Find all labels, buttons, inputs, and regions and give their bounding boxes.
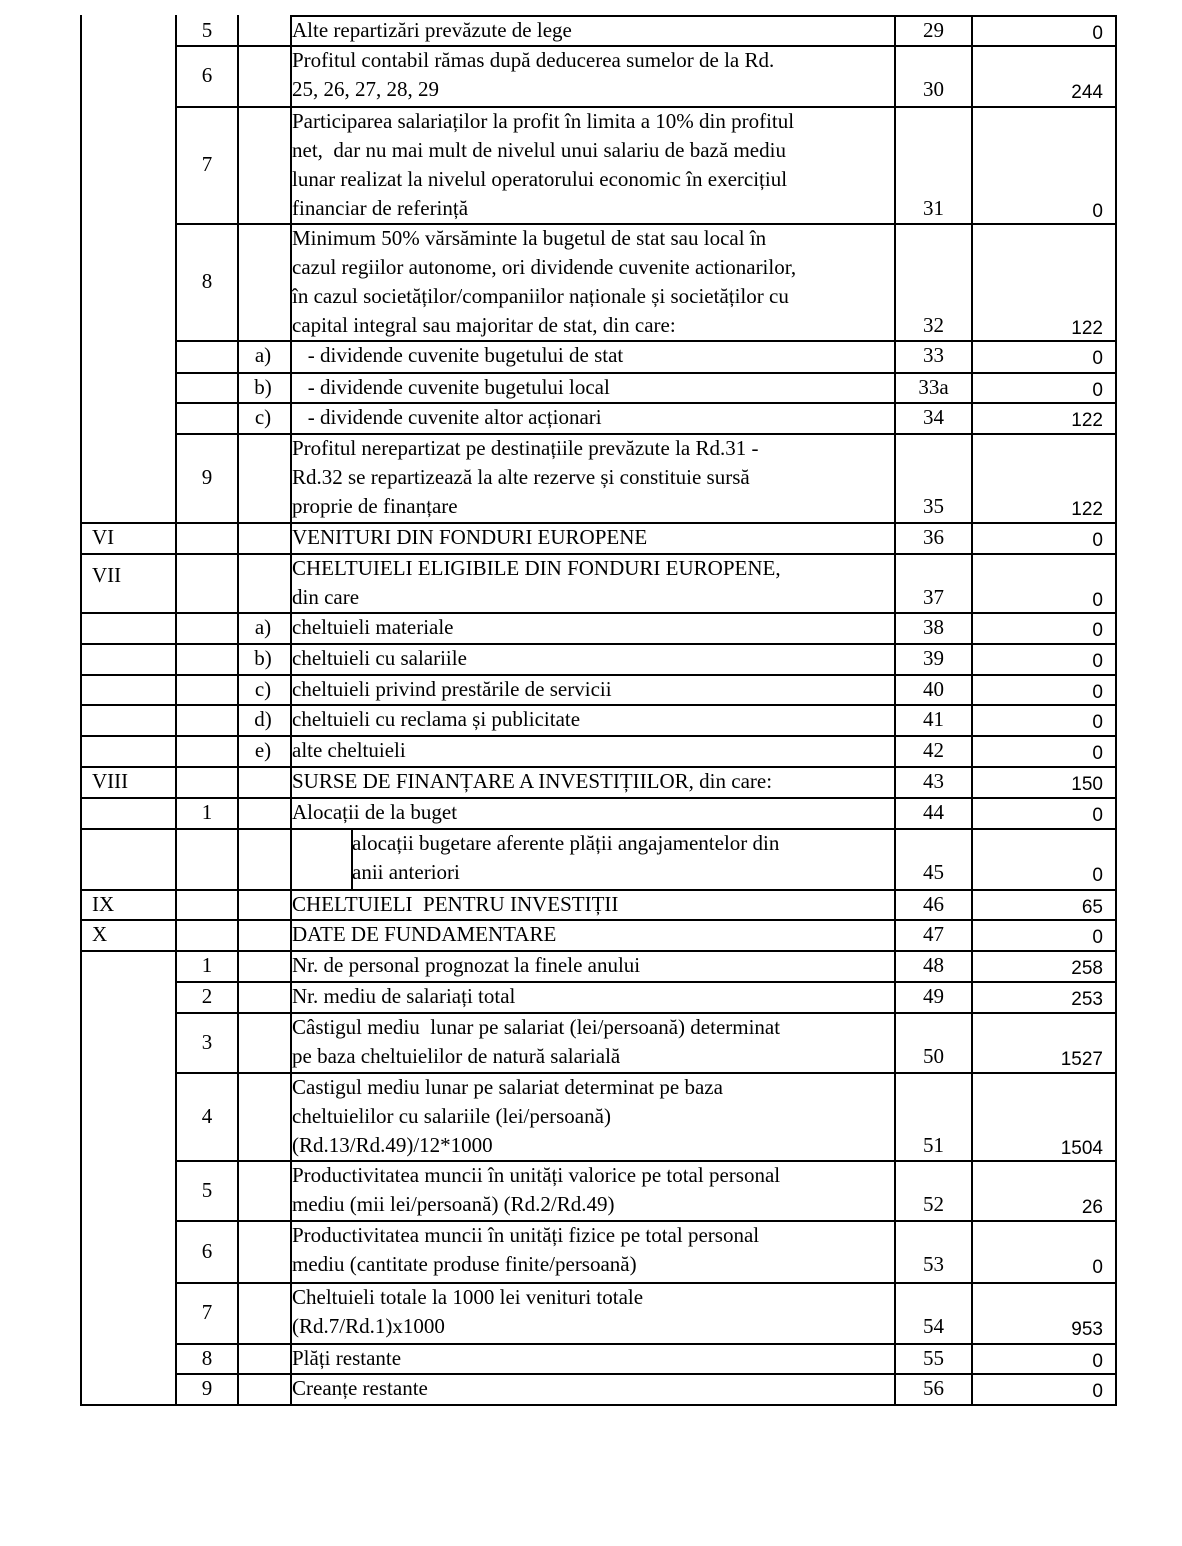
row-value: 244 [1071, 82, 1103, 103]
row-value: 0 [1092, 682, 1103, 703]
sub-item-letter: b) [254, 646, 272, 670]
row-code: 47 [923, 922, 944, 946]
row-value: 122 [1071, 410, 1103, 431]
row-value: 0 [1092, 805, 1103, 826]
row-code: 29 [923, 18, 944, 42]
row-description: Minimum 50% vărsăminte la bugetul de stat sau local în [292, 226, 767, 250]
sub-item-letter: c) [254, 677, 272, 701]
row-code: 31 [923, 196, 944, 220]
row-description: proprie de finanțare [292, 494, 458, 518]
row-description: Plăți restante [292, 1346, 402, 1370]
row-divider [80, 1404, 1117, 1406]
row-description: capital integral sau majoritar de stat, din care: [292, 313, 676, 337]
row-code: 34 [923, 405, 944, 429]
row-description: Participarea salariaților la profit în limita a 10% din profitul [292, 109, 795, 133]
row-value: 26 [1081, 1197, 1103, 1218]
row-value: 0 [1092, 201, 1103, 222]
row-code: 52 [923, 1192, 944, 1216]
row-code: 39 [923, 646, 944, 670]
item-number: 1 [201, 800, 213, 824]
section-number: VIII [92, 769, 129, 793]
row-description: CHELTUIELI ELIGIBILE DIN FONDURI EUROPENE, [292, 556, 781, 580]
row-description: mediu (mii lei/persoană) (Rd.2/Rd.49) [292, 1192, 615, 1216]
row-code: 46 [923, 892, 944, 916]
item-number: 6 [201, 1238, 213, 1263]
row-description: financiar de referință [292, 196, 469, 220]
row-code: 40 [923, 677, 944, 701]
row-value: 0 [1092, 620, 1103, 641]
row-code: 48 [923, 953, 944, 977]
row-value: 1504 [1060, 1138, 1103, 1159]
row-code: 33a [918, 375, 949, 399]
row-description: anii anteriori [352, 860, 460, 884]
row-code: 45 [923, 860, 944, 884]
row-description: CHELTUIELI PENTRU INVESTIȚII [292, 892, 619, 916]
row-description: cheltuielilor cu salariile (lei/persoană) [292, 1104, 611, 1128]
item-number: 1 [201, 953, 213, 977]
row-description: cheltuieli privind prestările de servicii [292, 677, 612, 701]
row-code: 44 [923, 800, 944, 824]
row-value: 0 [1092, 1351, 1103, 1372]
row-description: Nr. de personal prognozat la finele anului [292, 953, 641, 977]
row-code: 53 [923, 1252, 944, 1276]
item-number: 9 [201, 465, 213, 489]
row-description: VENITURI DIN FONDURI EUROPENE [292, 525, 648, 549]
item-number: 6 [201, 63, 213, 87]
row-description: - dividende cuvenite bugetului local [292, 375, 610, 399]
row-value: 0 [1092, 530, 1103, 551]
row-description: alocații bugetare aferente plății angajamentelor din [352, 831, 780, 855]
row-code: 43 [923, 769, 944, 793]
row-description: lunar realizat la nivelul operatorului economic în exercițiul [292, 167, 788, 191]
row-code: 50 [923, 1044, 944, 1068]
row-description: Creanțe restante [292, 1376, 428, 1400]
row-description: - dividende cuvenite bugetului de stat [292, 343, 624, 367]
row-value: 0 [1092, 380, 1103, 401]
item-number: 8 [201, 1345, 213, 1370]
sub-item-letter: c) [254, 405, 272, 429]
item-number: 3 [201, 1029, 213, 1054]
row-value: 0 [1092, 590, 1103, 611]
row-description: (Rd.13/Rd.49)/12*1000 [292, 1133, 493, 1157]
row-value: 122 [1071, 499, 1103, 520]
row-value: 65 [1081, 897, 1103, 918]
row-value: 0 [1092, 23, 1103, 44]
row-description: Profitul contabil rămas după deducerea sumelor de la Rd. [292, 48, 775, 72]
row-code: 56 [923, 1376, 944, 1400]
section-number: X [92, 922, 108, 946]
row-value: 150 [1071, 774, 1103, 795]
row-value: 0 [1092, 348, 1103, 369]
row-code: 30 [923, 77, 944, 101]
row-value: 0 [1092, 1257, 1103, 1278]
row-value: 122 [1071, 318, 1103, 339]
section-number: VI [92, 525, 115, 549]
row-code: 33 [923, 343, 944, 367]
item-number: 5 [201, 1177, 213, 1202]
item-number: 8 [201, 269, 213, 293]
row-value: 0 [1092, 927, 1103, 948]
row-description: Castigul mediu lunar pe salariat determinat pe baza [292, 1075, 723, 1099]
row-value: 0 [1092, 712, 1103, 733]
row-code: 36 [923, 525, 944, 549]
row-description: din care [292, 585, 360, 609]
sub-item-letter: e) [254, 738, 272, 762]
sub-item-letter: a) [254, 615, 272, 639]
row-description: în cazul societăților/companiilor naționale și societăților cu [292, 284, 789, 308]
row-code: 38 [923, 615, 944, 639]
row-description: Cheltuieli totale la 1000 lei venituri totale [292, 1285, 644, 1309]
row-description: Alte repartizări prevăzute de lege [292, 18, 572, 42]
row-value: 0 [1092, 1381, 1103, 1402]
row-value: 253 [1071, 989, 1103, 1010]
sub-item-letter: a) [254, 343, 272, 367]
item-number: 7 [201, 1300, 213, 1324]
item-number: 4 [201, 1103, 213, 1128]
row-code: 41 [923, 707, 944, 731]
row-description: net, dar nu mai mult de nivelul unui salariu de bază mediu [292, 138, 786, 162]
section-number: VII [92, 563, 122, 587]
item-number: 5 [201, 17, 213, 42]
column-divider [80, 15, 82, 1406]
row-description: Rd.32 se repartizează la alte rezerve și constituie sursă [292, 465, 750, 489]
item-number: 9 [201, 1376, 213, 1400]
item-number: 2 [201, 984, 213, 1008]
row-description: SURSE DE FINANȚARE A INVESTIȚIILOR, din care: [292, 769, 773, 793]
row-description: pe baza cheltuielilor de natură salarială [292, 1044, 621, 1068]
item-number: 7 [201, 152, 213, 176]
row-value: 953 [1071, 1319, 1103, 1340]
row-description: Nr. mediu de salariați total [292, 984, 516, 1008]
row-code: 55 [923, 1346, 944, 1370]
row-value: 0 [1092, 743, 1103, 764]
row-description: cheltuieli cu reclama și publicitate [292, 707, 581, 731]
sub-item-letter: d) [254, 707, 272, 731]
row-description: DATE DE FUNDAMENTARE [292, 922, 557, 946]
row-description: cheltuieli materiale [292, 615, 454, 639]
row-description: mediu (cantitate produse finite/persoană) [292, 1252, 637, 1276]
row-value: 258 [1071, 958, 1103, 979]
row-value: 0 [1092, 651, 1103, 672]
row-value: 0 [1092, 865, 1103, 886]
section-number: IX [92, 892, 115, 916]
row-description: alte cheltuieli [292, 738, 406, 762]
row-value: 1527 [1060, 1049, 1103, 1070]
row-description: Câstigul mediu lunar pe salariat (lei/persoană) determinat [292, 1015, 781, 1039]
row-description: Productivitatea muncii în unități fizice pe total personal [292, 1223, 760, 1247]
row-code: 42 [923, 738, 944, 762]
row-description: - dividende cuvenite altor acționari [292, 405, 602, 429]
row-description: cheltuieli cu salariile [292, 646, 467, 670]
row-description: Profitul nerepartizat pe destinațiile prevăzute la Rd.31 - [292, 436, 759, 460]
row-description: cazul regiilor autonome, ori dividende cuvenite actionarilor, [292, 255, 797, 279]
row-code: 51 [923, 1133, 944, 1157]
row-description: (Rd.7/Rd.1)x1000 [292, 1314, 445, 1338]
row-description: Alocații de la buget [292, 800, 458, 824]
row-description: Productivitatea muncii în unități valorice pe total personal [292, 1163, 781, 1187]
row-code: 37 [923, 585, 944, 609]
row-description: 25, 26, 27, 28, 29 [292, 77, 439, 101]
row-code: 49 [923, 984, 944, 1008]
row-code: 32 [923, 313, 944, 337]
row-code: 54 [923, 1314, 944, 1338]
sub-item-letter: b) [254, 375, 272, 399]
row-code: 35 [923, 494, 944, 518]
